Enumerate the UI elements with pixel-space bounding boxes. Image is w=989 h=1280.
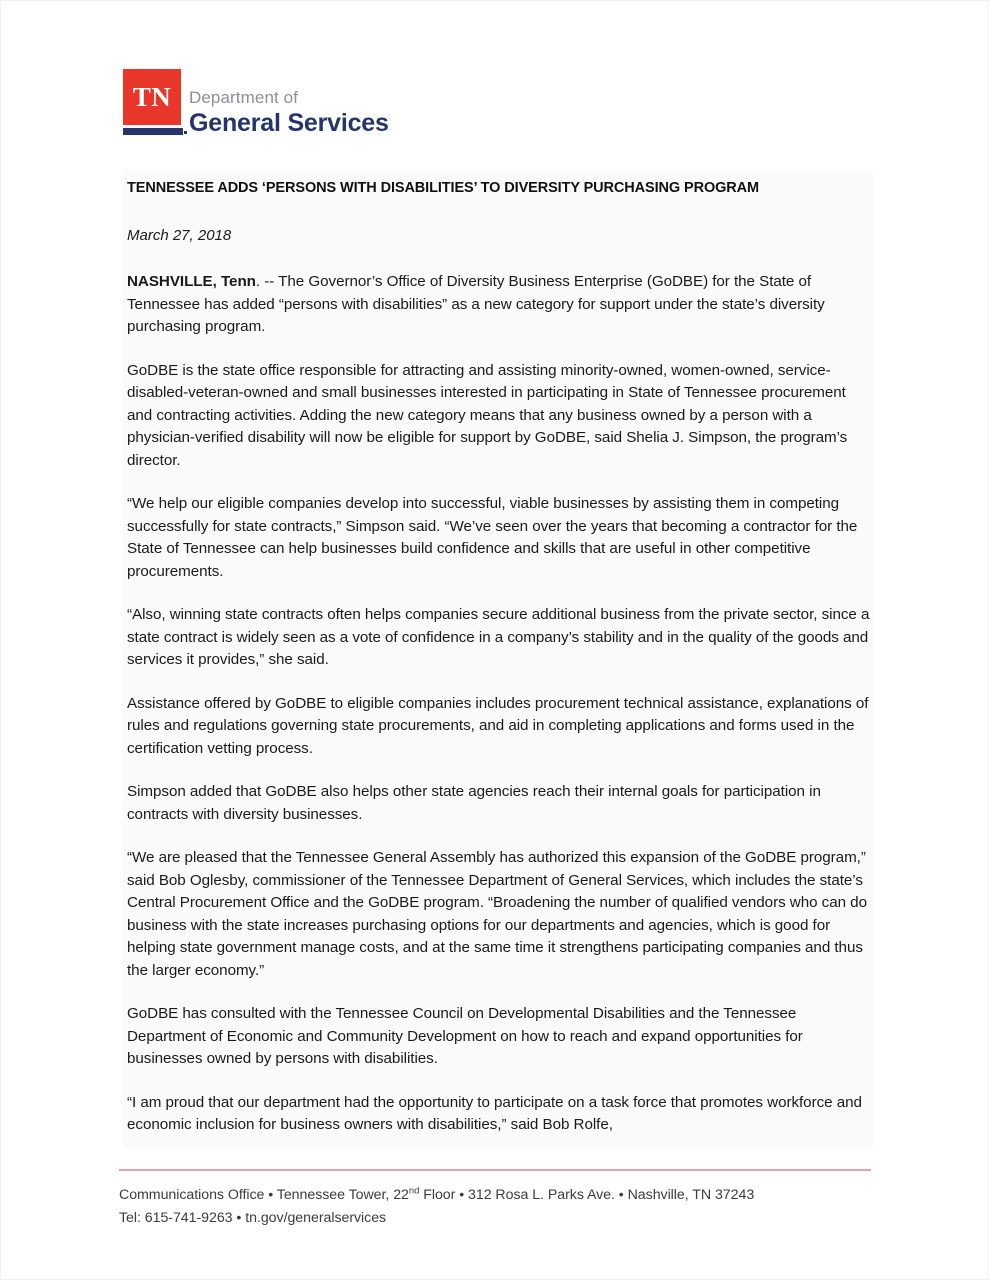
tn-navy-bar-icon <box>123 128 183 135</box>
paragraph-internal-goals: Simpson added that GoDBE also helps other state agencies reach their internal goals for participation in contracts with diversity businesses. <box>127 783 821 823</box>
paragraph-simpson-quote-2: “Also, winning state contracts often helps companies secure additional business from the private sector, since a state contract is widely seen as a vote of confidence in a company’s stability and in the quality of the goods and services it provides,” she said. <box>127 606 870 669</box>
footer-contact: Tel: 615-741-9263 • tn.gov/generalservices <box>119 1210 387 1226</box>
tn-logo-mark <box>123 69 181 137</box>
footer-address <box>119 1184 871 1207</box>
paragraph-consultation: GoDBE has consulted with the Tennessee Council on Developmental Disabilities and the Tennessee Department of Economic and Community Development on how to reach and expand opportunities for businesses owned by persons with disabilities. <box>127 1005 803 1068</box>
tn-registered-dot-icon <box>184 131 187 134</box>
footer-divider <box>119 1169 871 1171</box>
footer-address-pre: Communications Office • Tennessee Tower, 22 <box>119 1187 409 1203</box>
footer-ordinal-suffix: nd <box>408 1185 420 1197</box>
logo-wordmark <box>189 88 389 137</box>
page-title: TENNESSEE ADDS ‘PERSONS WITH DISABILITIES’ TO DIVERSITY PURCHASING PROGRAM <box>127 180 760 196</box>
logo-department-label: Department of <box>189 87 299 107</box>
document-body <box>123 169 873 1147</box>
dateline-city: NASHVILLE, Tenn <box>127 273 256 291</box>
paragraph-godbe-overview: GoDBE is the state office responsible for attracting and assisting minority-owned, women-owned, service-disabled-veteran-owned and small businesses interested in participating in State of Tennessee procurement and contracting activities. Adding the new category means that any business owned by a person with a physician-verified disability will now be eligible for support by GoDBE, said Shelia J. Simpson, the program’s director. <box>127 361 848 469</box>
paragraph-simpson-quote-1: “We help our eligible companies develop into successful, viable businesses by assisting them in competing successfully for state contracts,” Simpson said. “We’ve seen over the years that becoming a contractor for the State of Tennessee can help businesses build confidence and skills that are useful in other competitive procurements. <box>127 495 858 580</box>
paragraph-oglesby-quote: “We are pleased that the Tennessee General Assembly has authorized this expansion of the GoDBE program,” said Bob Oglesby, commissioner of the Tennessee Department of General Services, which includes the state’s Central Procurement Office and the GoDBE program. “Broadening the number of qualified vendors who can do business with the state increases purchasing options for our departments and agencies, which is good for helping state government manage costs, and at the same time it strengthens participating companies and thus the larger economy.” <box>127 849 867 979</box>
footer-address-post: Floor • 312 Rosa L. Parks Ave. • Nashville, TN 37243 <box>419 1187 755 1203</box>
agency-logo <box>123 69 389 137</box>
paragraph-assistance: Assistance offered by GoDBE to eligible companies includes procurement technical assistance, explanations of rules and regulations governing state procurements, and aid in completing applications and forms used in the certification vetting process. <box>127 694 869 757</box>
paragraph-lead <box>127 271 873 339</box>
tn-monogram-label: TN <box>132 81 172 112</box>
paragraph-rolfe-quote: “I am proud that our department had the opportunity to participate on a task force that promotes workforce and economic inclusion for business owners with disabilities,” said Bob Rolfe, <box>127 1093 862 1134</box>
logo-division-label: General Services <box>189 108 389 137</box>
release-date: March 27, 2018 <box>127 226 232 244</box>
paragraph-text: . -- The Governor’s Office of Diversity Business Enterprise (GoDBE) for the State of Tennessee has added “persons with disabilities” as a new category for support under the state’s diversity purchasing program. <box>127 273 825 336</box>
page-footer <box>119 1169 871 1230</box>
